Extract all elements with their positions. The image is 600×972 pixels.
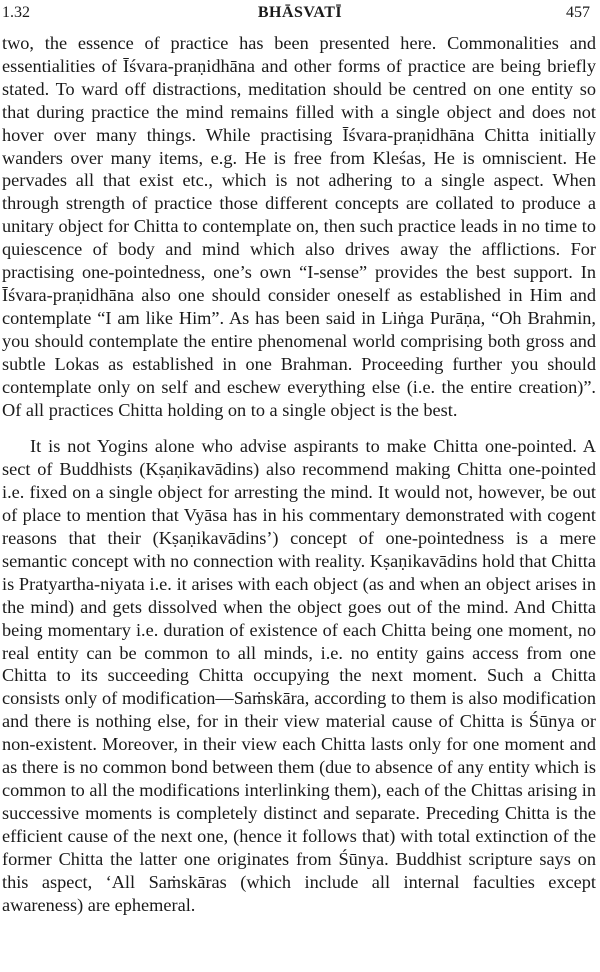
paragraph: two, the essence of practice has been presented here. Commonalities and essentialities of Īśvara-praṇidhāna and other forms of practice are being briefly stated. To ward off distractions, meditation should be centred on one entity so that during practice the mind remains filled with a single object and does not hover over many things. While practising Īśvara-praṇidhāna Chitta initially wanders over many items, e.g. He is free from Kleśas, He is omniscient. He pervades all that exist etc., which is not adhering to a single aspect. When through strength of practice those different concepts are collated to produce a unitary object for Chitta to contemplate on, then such practice leads in no time to quiescence of body and mind which also drives away the afflictions. For practising one-pointedness, one’s own “I-sense” provides the best support. In Īśvara-praṇidhāna also one should consider oneself as established in Him and contemplate “I am like Him”. As has been said in Liṅga Purāṇa, “Oh Brahmin, you should contemplate the entire phenomenal world comprising both gross and subtle Lokas as established in one Brahman. Proceeding further you should contemplate only on self and eschew everything else (i.e. the entire creation)”. Of all practices Chitta holding on to a single object is the best.	[2, 33, 596, 420]
page-header	[0, 4, 600, 24]
page-number: 457	[566, 4, 590, 21]
section-number: 1.32	[2, 4, 30, 21]
paragraph: It is not Yogins alone who advise aspirants to make Chitta one-pointed. A sect of Buddhists (Kṣaṇikavādins) also recommend making Chitta one-pointed i.e. fixed on a single object for arresting the mind. It would not, however, be out of place to mention that Vyāsa has in his commentary demonstrated with cogent reasons that their (Kṣaṇikavādins’) concept of one-pointedness is a mere semantic concept with no connection with reality. Kṣaṇikavādins hold that Chitta is Pratyartha-niyata i.e. it arises with each object (as and when an object arises in the mind) and gets dissolved when the object goes out of the mind. And Chitta being momentary i.e. duration of existence of each Chitta being one moment, no real entity can be common to all minds, i.e. no entity gains access from one Chitta to its succeeding Chitta occupying the next moment. Such a Chitta consists only of modification—Saṁskāra, according to them is also modification and there is nothing else, for in their view material cause of Chitta is Śūnya or non-existent. Moreover, in their view each Chitta lasts only for one moment and as there is no common bond between them (due to absence of any entity which is common to all the modifications interlinking them), each of the Chittas arising in successive moments is completely distinct and separate. Preceding Chitta is the efficient cause of the next one, (hence it follows that) with total extinction of the former Chitta the latter one originates from Śūnya. Buddhist scripture says on this aspect, ‘All Saṁskāras (which include all internal faculties except awareness) are ephemeral.	[2, 436, 596, 915]
running-title: BHĀSVATĪ	[257, 4, 343, 21]
body-text	[2, 32, 596, 916]
